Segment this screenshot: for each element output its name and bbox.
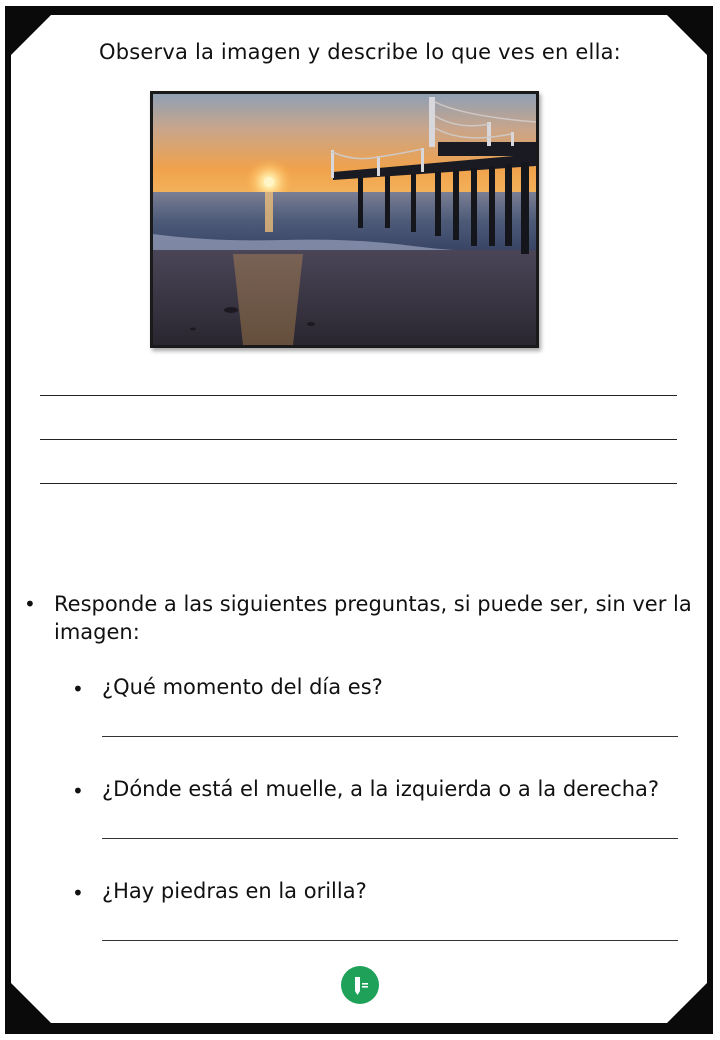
question-1: ¿Qué momento del día es? [102,675,383,699]
bullet-icon: • [72,677,84,701]
instruction-text: Observa la imagen y describe lo que ves en ella: [99,40,621,64]
main-question: Responde a las siguientes preguntas, si puede ser, sin ver la imagen: [54,592,692,644]
writing-line[interactable] [40,395,677,396]
answer-line-3[interactable] [102,940,678,941]
question-2: ¿Dónde está el muelle, a la izquierda o a la derecha? [102,777,660,801]
photo-illustration [153,94,536,345]
bullet-icon: • [24,592,36,616]
pencil-icon [349,974,371,996]
bullet-icon: • [72,881,84,905]
writing-line[interactable] [40,439,677,440]
answer-line-2[interactable] [102,838,678,839]
bullet-icon: • [72,779,84,803]
answer-line-1[interactable] [102,736,678,737]
sunset-pier-photo [150,91,539,348]
question-3: ¿Hay piedras en la orilla? [102,879,367,903]
writing-line [40,483,677,484]
pencil-logo-icon [341,966,379,1004]
